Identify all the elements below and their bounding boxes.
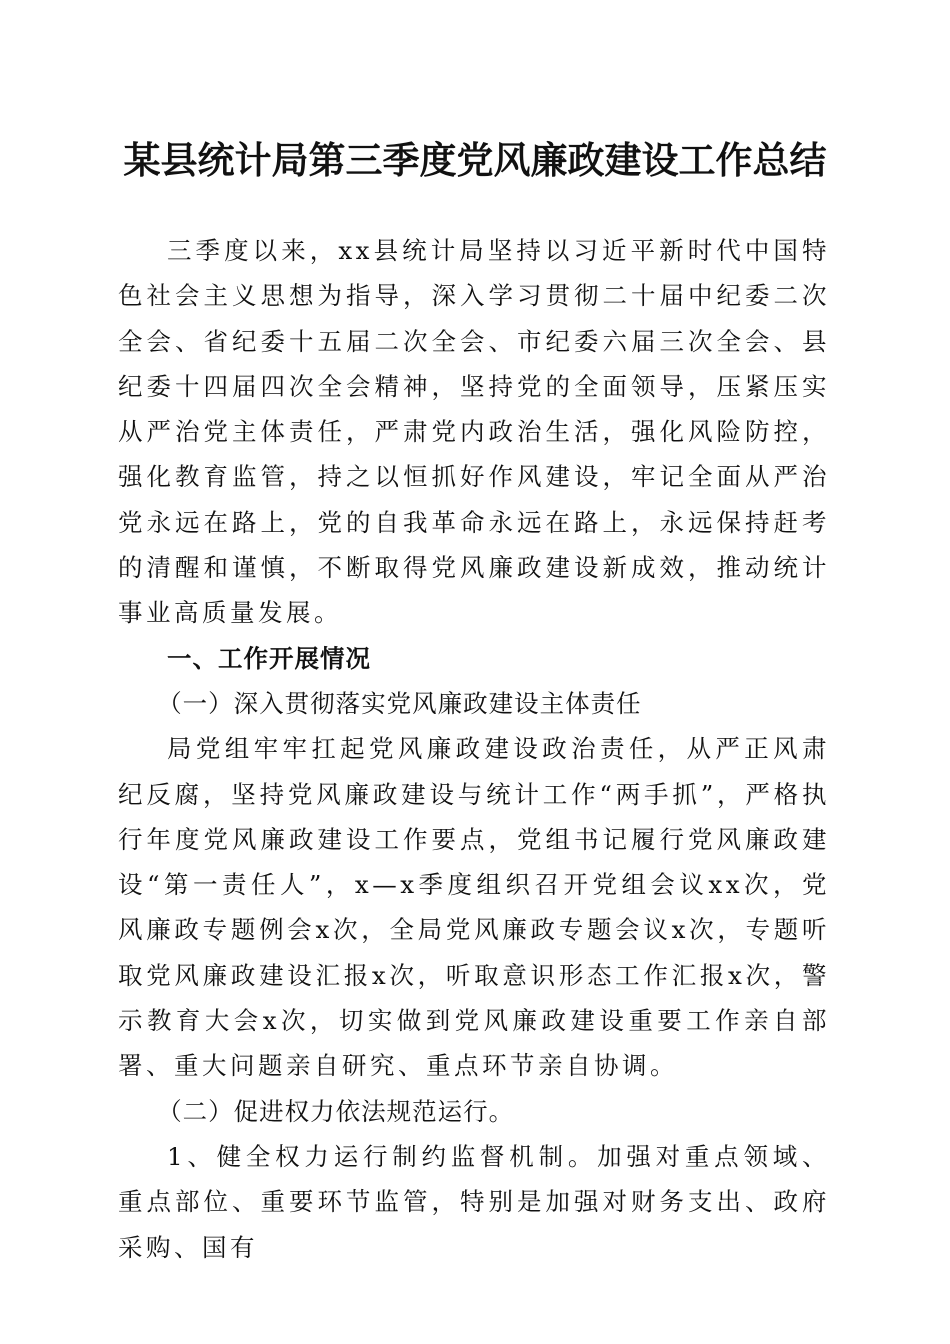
document-body [118, 228, 830, 1270]
subsection-1-paragraph: 局党组牢牢扛起党风廉政建设政治责任，从严正风肃纪反腐，坚持党风廉政建设与统计工作“两手抓”，严格执行年度党风廉政建设工作要点，党组书记履行党风廉政建设“第一责任人”，x—x季度组织召开党组会议xx次，党风廉政专题例会x次，全局党风廉政专题会议x次，专题听取党风廉政建设汇报x次，听取意识形态工作汇报x次，警示教育大会x次，切实做到党风廉政建设重要工作亲自部署、重大问题亲自研究、重点环节亲自协调。 [118, 734, 830, 1081]
subsection-heading-1: （一）深入贯彻落实党风廉政建设主体责任 [157, 688, 642, 718]
intro-paragraph: 三季度以来，xx县统计局坚持以习近平新时代中国特色社会主义思想为指导，深入学习贯彻二十届中纪委二次全会、省纪委十五届二次全会、市纪委六届三次全会、县纪委十四届四次全会精神，坚持党的全面领导，压紧压实从严治党主体责任，严肃党内政治生活，强化风险防控，强化教育监管，持之以恒抓好作风建设，牢记全面从严治党永远在路上，党的自我革命永远在路上，永远保持赶考的清醒和谨慎，不断取得党风廉政建设新成效，推动统计事业高质量发展。 [118, 236, 830, 628]
item-1-paragraph: 1、健全权力运行制约监督机制。加强对重点领域、重点部位、重要环节监管，特别是加强对财务支出、政府采购、国有 [118, 1141, 830, 1262]
subsection-heading-2: （二）促进权力依法规范运行。 [157, 1096, 515, 1126]
section-heading-work-status: 一、工作开展情况 [167, 643, 371, 673]
document-title: 某县统计局第三季度党风廉政建设工作总结 [123, 138, 827, 182]
